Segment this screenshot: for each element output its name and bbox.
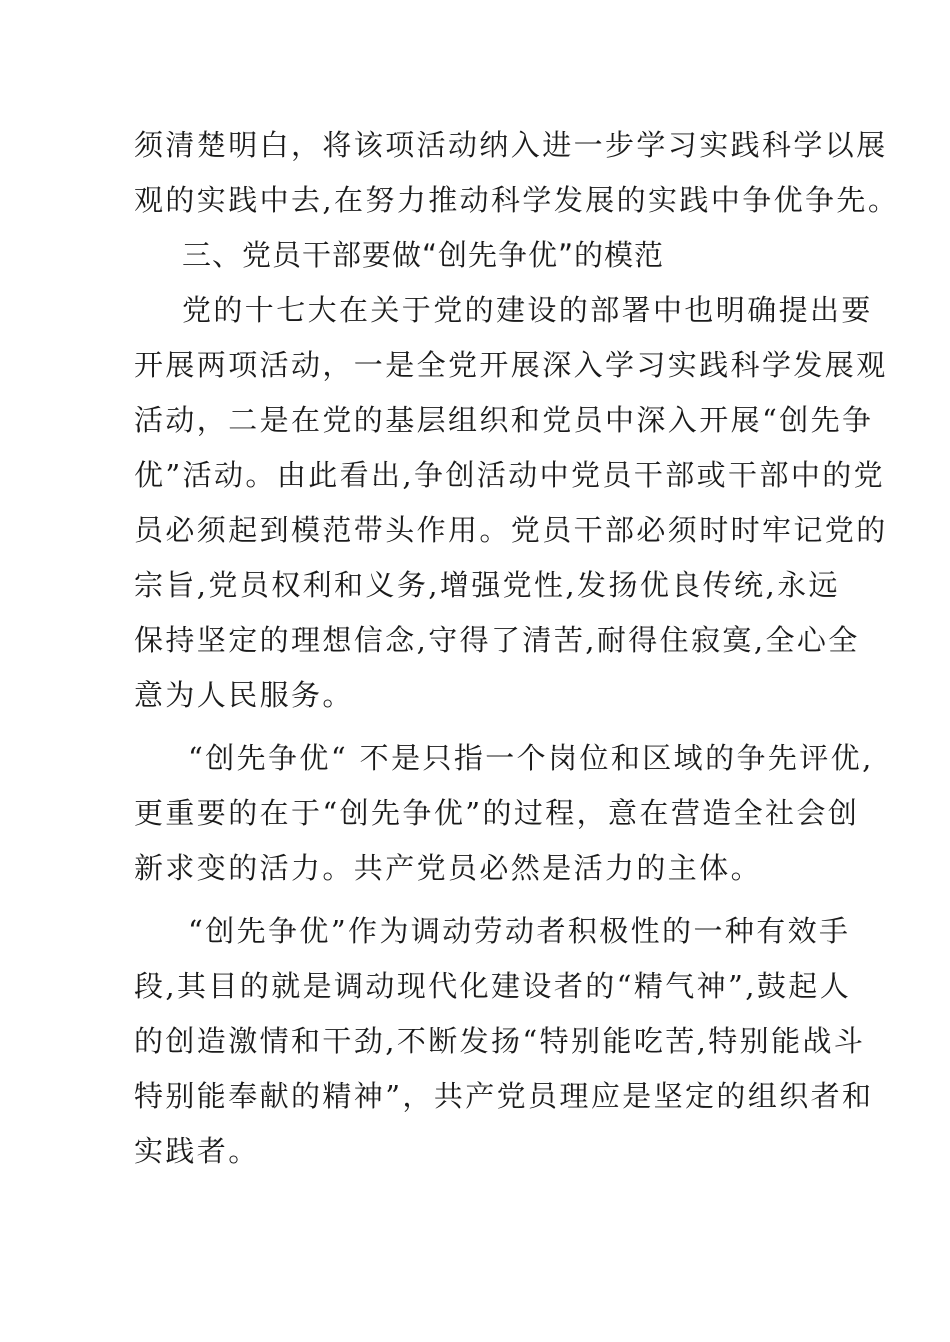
text-line: 段,其目的就是调动现代化建设者的“精气神”,鼓起人 (134, 969, 852, 1003)
text-line: 观的实践中去,在努力推动科学发展的实践中争优争先。 (134, 183, 900, 217)
section-heading: 三、党员干部要做“创先争优”的模范 (182, 238, 665, 272)
text-line: 的创造激情和干劲,不断发扬“特别能吃苦,特别能战斗 (134, 1024, 866, 1058)
text-line: 开展两项活动，一是全党开展深入学习实践科学发展观 (134, 348, 888, 382)
text-line: “创先争优”作为调动劳动者积极性的一种有效手 (188, 914, 851, 948)
text-line: 特别能奉献的精神”，共产党员理应是坚定的组织者和 (134, 1079, 874, 1113)
text-line: 须清楚明白，将该项活动纳入进一步学习实践科学以展 (134, 128, 888, 162)
text-line: 意为人民服务。 (134, 678, 354, 712)
document-body (134, 118, 900, 1179)
text-line: “创先争优“ 不是只指一个岗位和区域的争先评优, (188, 741, 874, 775)
text-line: 党的十七大在关于党的建设的部署中也明确提出要 (182, 293, 873, 327)
text-line: 员必须起到模范带头作用。党员干部必须时时牢记党的 (134, 513, 888, 547)
text-line: 实践者。 (134, 1134, 260, 1168)
text-line: 保持坚定的理想信念,守得了清苦,耐得住寂寞,全心全 (134, 623, 860, 657)
text-line: 活动，二是在党的基层组织和党员中深入开展“创先争 (134, 403, 874, 437)
text-line: 新求变的活力。共产党员必然是活力的主体。 (134, 851, 763, 885)
text-line: 优”活动。由此看出,争创活动中党员干部或干部中的党 (134, 458, 886, 492)
text-line: 更重要的在于“创先争优”的过程，意在营造全社会创 (134, 796, 860, 830)
text-line: 宗旨,党员权利和义务,增强党性,发扬优良传统,永远 (134, 568, 840, 602)
